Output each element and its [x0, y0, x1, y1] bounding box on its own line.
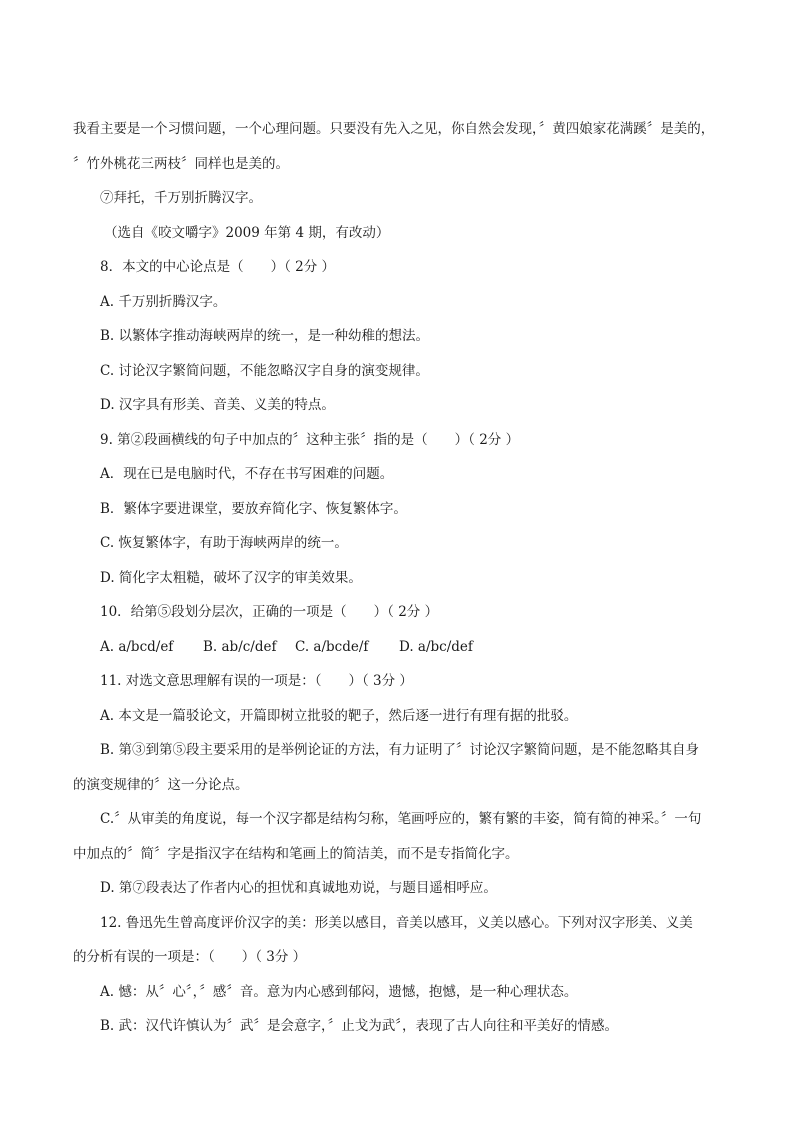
question-11-option-c-continued: 中加点的〞简〞字是指汉字在结构和笔画上的简洁美，而不是专指简化字。	[73, 845, 519, 862]
question-10-options	[73, 630, 732, 665]
question-9-option-d: D. 简化字太粗糙，破坏了汉字的审美效果。	[100, 569, 362, 586]
question-8-option-c: C. 讨论汉字繁简问题，不能忽略汉字自身的演变规律。	[100, 362, 429, 379]
question-12-stem: 12. 鲁迅先生曾高度评价汉字的美：形美以感目，音美以感耳，义美以感心。下列对汉字形美、义美	[100, 914, 693, 931]
question-9-option-c: C. 恢复繁体字，有助于海峡两岸的统一。	[100, 535, 348, 551]
question-12-option-b: B. 武：汉代许慎认为〞武〞是会意字，〞止戈为武〞，表现了古人向往和平美好的情感。	[100, 1018, 619, 1034]
question-10-option-a: A. a/bcd/ef	[100, 638, 174, 655]
source-citation: （选自《咬文嚼字》2009 年第 4 期，有改动）	[104, 224, 390, 241]
question-11-option-b: B. 第③到第⑤段主要采用的是举例论证的方法，有力证明了〞讨论汉字繁简问题，是不能忽略其自身	[100, 742, 700, 758]
question-9-stem: 9. 第②段画横线的句子中加点的〞这种主张〞指的是（ ）（ 2分 ）	[100, 431, 520, 448]
question-8-stem: 8．本文的中心论点是（ ）（ 2分 ）	[100, 259, 336, 275]
question-10-option-b: B. ab/c/def	[203, 638, 277, 655]
question-11-option-d: D. 第⑦段表达了作者内心的担忧和真诚地劝说，与题目遥相呼应。	[100, 880, 497, 896]
question-12-option-a: A. 憾：从〞心〞，〞感〞音。意为内心感到郁闷，遗憾，抱憾，是一种心理状态。	[100, 983, 578, 1000]
question-8-option-d: D. 汉字具有形美、音美、义美的特点。	[100, 397, 335, 413]
question-12-stem-continued: 的分析有误的一项是：（ ）（ 3分 ）	[73, 949, 307, 965]
question-10-option-c: C. a/bcde/f	[295, 638, 369, 655]
passage-line: 我看主要是一个习惯问题，一个心理问题。只要没有先入之见，你自然会发现，〞黄四娘家花满蹊〞是美的，	[73, 121, 715, 137]
question-11-option-a: A. 本文是一篇驳论文，开篇即树立批驳的靶子，然后逐一进行有理有据的批驳。	[100, 707, 578, 724]
question-9-option-a: A．现在已是电脑时代，不存在书写困难的问题。	[100, 466, 394, 482]
question-10-stem: 10．给第⑤段划分层次，正确的一项是（ ）（ 2分 ）	[100, 604, 439, 620]
question-8-option-a: A. 千万别折腾汉字。	[100, 293, 227, 310]
paragraph-7: ⑦拜托，千万别折腾汉字。	[100, 190, 262, 206]
question-11-stem: 11. 对选文意思理解有误的一项是：（ ）（ 3分 ）	[100, 673, 413, 689]
question-10-option-d: D. a/bc/def	[399, 638, 473, 655]
question-9-option-b: B．繁体字要进课堂，要放弃简化字、恢复繁体字。	[100, 500, 407, 517]
question-8-option-b: B. 以繁体字推动海峡两岸的统一，是一种幼稚的想法。	[100, 328, 430, 344]
question-11-option-c: C.〞从审美的角度说，每一个汉字都是结构匀称，笔画呼应的，繁有繁的丰姿，简有简的神采。〞一句	[100, 811, 702, 827]
question-11-option-b-continued: 的演变规律的〞这一分论点。	[73, 776, 249, 793]
passage-line: 〞竹外桃花三两枝〞同样也是美的。	[73, 155, 289, 172]
